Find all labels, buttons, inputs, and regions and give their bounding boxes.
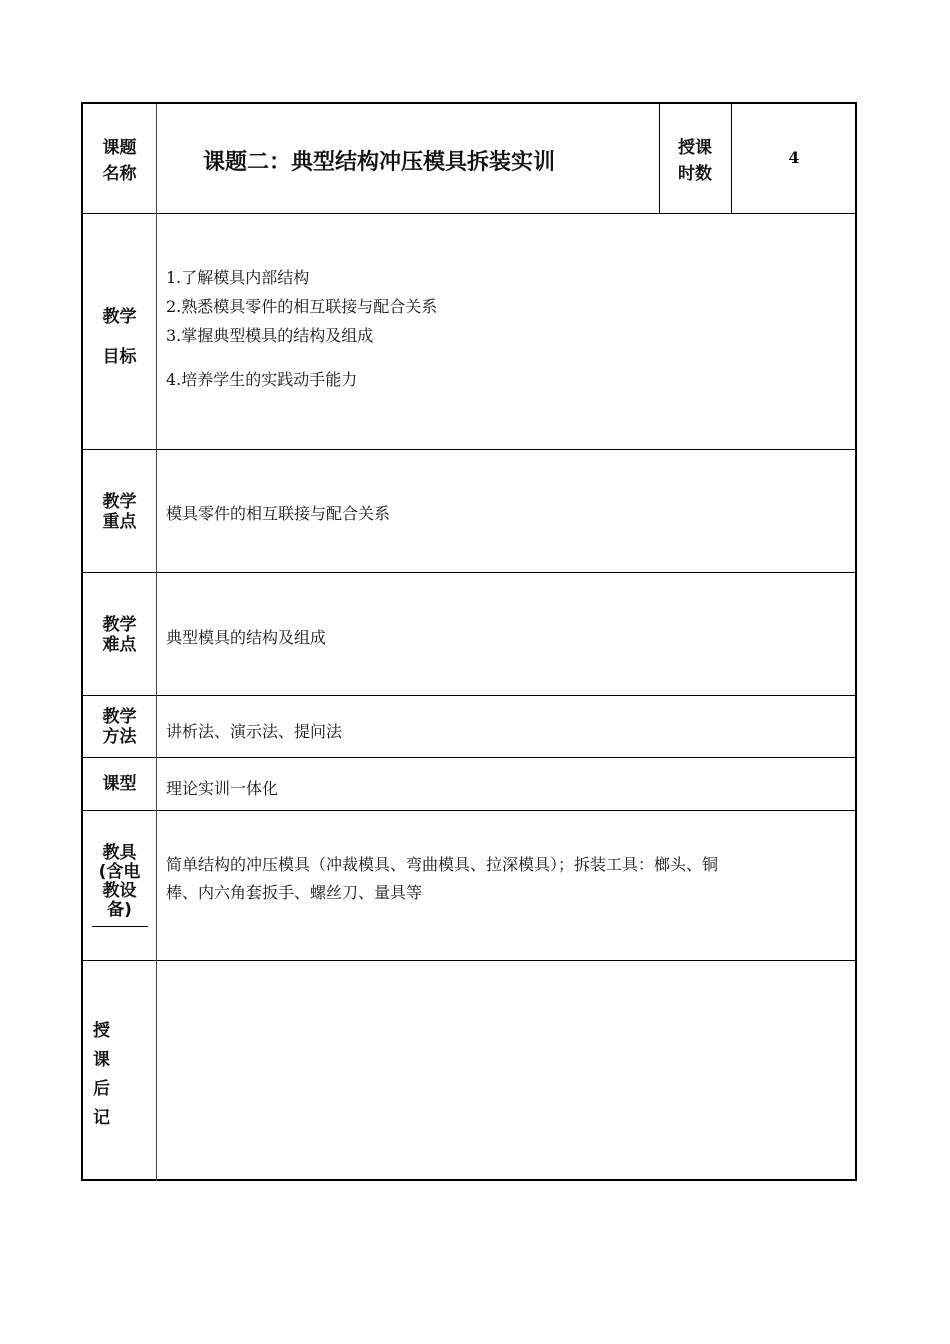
goal-item: 3.掌握典型模具的结构及组成 (166, 326, 374, 345)
methods-label: 教学 方法 (102, 707, 137, 747)
tools-label-underline (92, 926, 148, 927)
hours-label: 授课 时数 (678, 138, 712, 184)
topic-title: 课题二：典型结构冲压模具拆装实训 (203, 150, 556, 175)
row-divider (83, 572, 855, 573)
key-points-label: 教学 重点 (102, 492, 137, 532)
row-divider (83, 695, 855, 696)
course-type-label: 课型 (102, 774, 137, 794)
row-divider (83, 757, 855, 758)
goal-item: 4.培养学生的实践动手能力 (166, 370, 358, 389)
lesson-plan-table (81, 102, 857, 1181)
goal-item: 2.熟悉模具零件的相互联接与配合关系 (166, 297, 438, 316)
tools-label: 教具 (含电 教设 备) (98, 843, 141, 920)
row-divider (83, 810, 855, 811)
course-type-text: 理论实训一体化 (166, 779, 279, 798)
label-column-divider (156, 104, 157, 1181)
goal-item: 1.了解模具内部结构 (166, 268, 310, 287)
goals-label: 教学 目标 (102, 307, 137, 367)
methods-text: 讲析法、演示法、提问法 (166, 722, 343, 741)
topic-label: 课题 名称 (102, 138, 137, 184)
row-divider (83, 213, 855, 214)
row-divider (83, 960, 855, 961)
difficulties-text: 典型模具的结构及组成 (166, 628, 327, 647)
tools-text: 简单结构的冲压模具（冲裁模具、弯曲模具、拉深模具）；拆装工具：榔头、铜 棒、内六角套扳手、螺丝刀、量具等 (166, 855, 719, 902)
row-divider (83, 449, 855, 450)
hours-value: 4 (788, 148, 800, 167)
notes-label: 授 课 后 记 (93, 1021, 110, 1128)
key-points-text: 模具零件的相互联接与配合关系 (166, 504, 391, 523)
difficulties-label: 教学 难点 (102, 615, 137, 655)
